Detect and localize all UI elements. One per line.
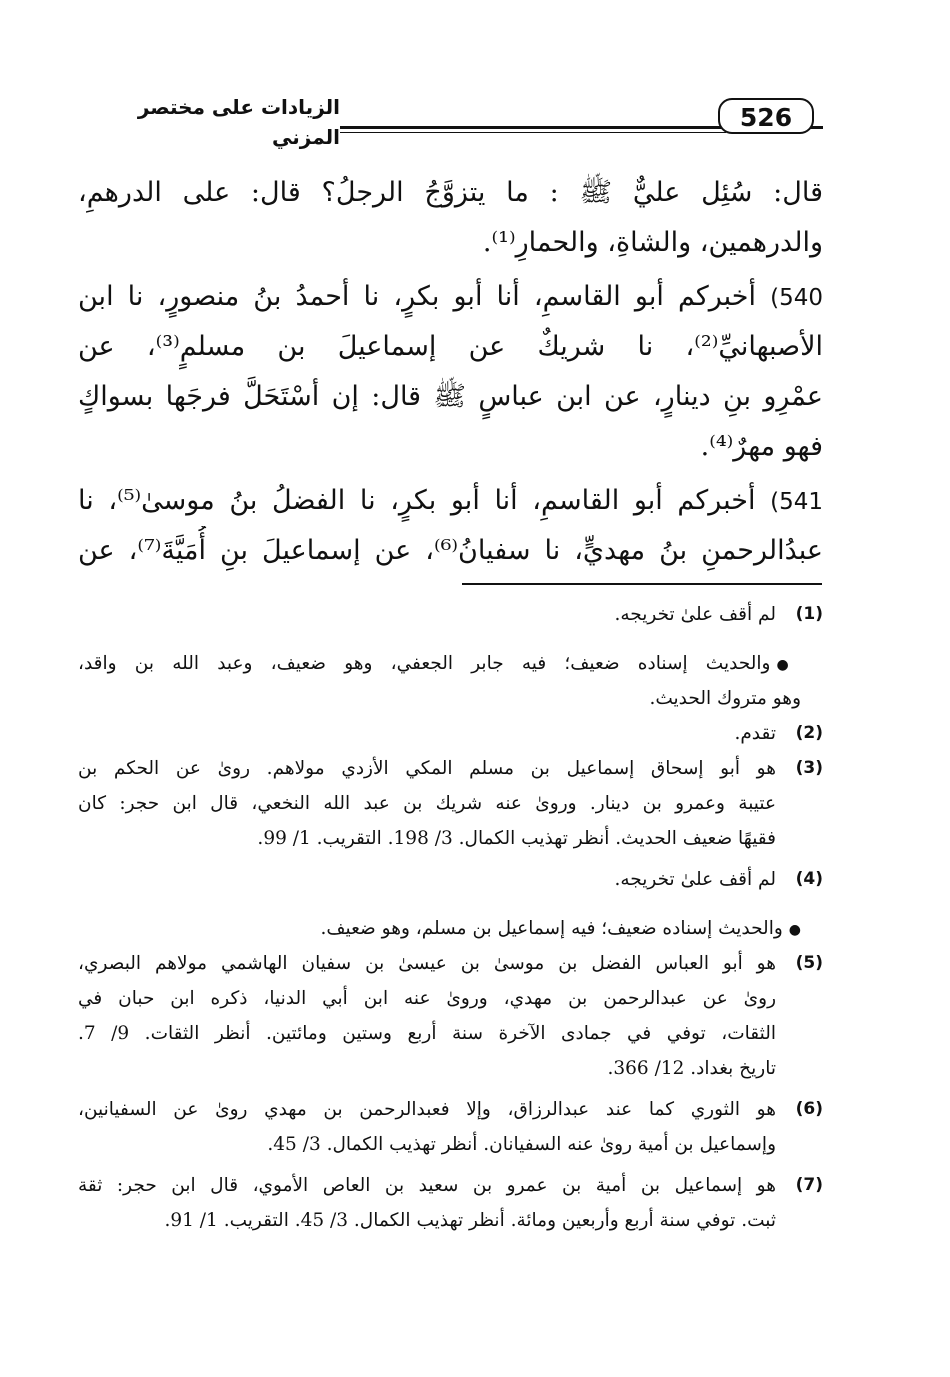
bullet-icon: ● [788,922,801,938]
footnote-number: (1) [795,604,823,624]
bullet-icon: ● [776,657,801,673]
footnote-6 [78,1092,823,1162]
text-line: والدرهمين، والشاةِ، والحمارِ⁽¹⁾. [482,227,823,258]
footnote-line: ثبت. توفي سنة أربع وأربعين ومائة. أنظر تهذيب الكمال. 3/ 45. التقريب. 1/ 91. [164,1210,776,1231]
footnote-number: (4) [795,869,823,889]
hadith-entry-541 [78,476,823,576]
text-line: فهو مهرٌ⁽⁴⁾. [700,431,823,462]
footnote-line: وإسماعيل بن أمية روىٰ عنه السفيانان. أنظر تهذيب الكمال. 3/ 45. [267,1134,776,1155]
footnote-line: والحديث إسناده ضعيف؛ فيه إسماعيل بن مسلم، وهو ضعيف. [320,918,783,939]
footnote-number: (7) [795,1175,823,1195]
footnote-5 [78,946,823,1086]
footnote-number: (2) [795,723,823,743]
running-title: الزيادات على مختصر المزني [78,92,340,152]
footnote-line: هو إسماعيل بن أمية بن عمرو بن سعيد بن العاص الأموي، قال ابن حجر: ثقة [78,1175,776,1196]
footnote-7 [78,1168,823,1238]
footnote-4-note [78,911,823,946]
footnote-line: الثقات، توفي في جمادى الآخرة سنة أربع وستين ومائتين. أنظر الثقات. 9/ 7. [78,1023,776,1044]
footnote-line: وهو متروك الحديث. [649,688,801,709]
paragraph [78,168,823,268]
footnote-number: (5) [795,953,823,973]
text-line: عمْرِو بنِ دينارٍ، عن ابن عباسٍ ﷺ قال: إن أسْتَحَلَّ فرجَها بسواكٍ [78,381,823,412]
footnote-2 [78,716,823,751]
footnote-line: تقدم. [734,723,776,744]
footnote-line: لم أقف علىٰ تخريجه. [614,604,776,625]
footnote-1 [78,597,823,632]
text-line: الأصبهانيِّ⁽²⁾، نا شريكٌ عن إسماعيلَ بن مسلمٍ⁽³⁾، عن [78,331,823,362]
page-header [78,92,823,149]
footnote-line: فقيهًا ضعيف الحديث. أنظر تهذيب الكمال. 3/ 198. التقريب. 1/ 99. [257,828,776,849]
main-text [78,168,823,576]
footnote-line: لم أقف علىٰ تخريجه. [614,869,776,890]
footnote-line: هو أبو العباس الفضل بن موسىٰ بن عيسىٰ بن سفيان الهاشمي مولاهم البصري، [78,953,776,974]
entry-number: 541) [770,489,823,515]
footnote-line: تاريخ بغداد. 12/ 366. [607,1058,776,1079]
text-line: قال: سُئِل عليٌّ ﷺ : ما يتزوَّجُ الرجلُ؟ قال: على الدرهمِ، [78,177,823,208]
footnote-line: هو أبو إسحاق إسماعيل بن مسلم المكي الأزدي مولاهم. روىٰ عن الحكم بن [78,758,776,779]
footnote-4 [78,862,823,897]
footnote-line: روىٰ عن عبدالرحمن بن مهدي، وروىٰ عنه ابن أبي الدنيا، ذكره ابن حبان في [78,988,776,1009]
footnote-number: (3) [795,758,823,778]
footnote-divider [462,583,822,585]
text-line: أخبركم أبو القاسمِ، أنا أبو بكرٍ، نا الفضلُ بنُ موسىٰ⁽⁵⁾، نا [78,485,756,516]
hadith-entry-540 [78,272,823,472]
footnote-3 [78,751,823,856]
entry-number: 540) [770,285,823,311]
footnote-line: هو الثوري كما عند عبدالرزاق، وإلا فعبدالرحمن بن مهدي روىٰ عن السفيانين، [78,1099,776,1120]
page-number: 526 [718,98,814,134]
footnotes [78,597,823,1238]
footnote-number: (6) [795,1099,823,1119]
footnote-line: عتيبة وعمرو بن دينار. وروىٰ عنه شريك بن عبد الله النخعي، قال ابن حجر: كان [78,793,776,814]
footnote-1-note [78,646,823,716]
text-line: عبدُالرحمنِ بنُ مهديٍّ، نا سفيانُ⁽⁶⁾، عن إسماعيلَ بنِ أُمَيَّةَ⁽⁷⁾، عن [78,535,823,566]
footnote-line: والحديث إسناده ضعيف؛ فيه جابر الجعفي، وهو ضعيف، وعبد الله بن واقد، [78,653,771,674]
text-line: أخبركم أبو القاسمِ، أنا أبو بكرٍ، نا أحمدُ بنُ منصورٍ، نا ابن [78,281,756,312]
